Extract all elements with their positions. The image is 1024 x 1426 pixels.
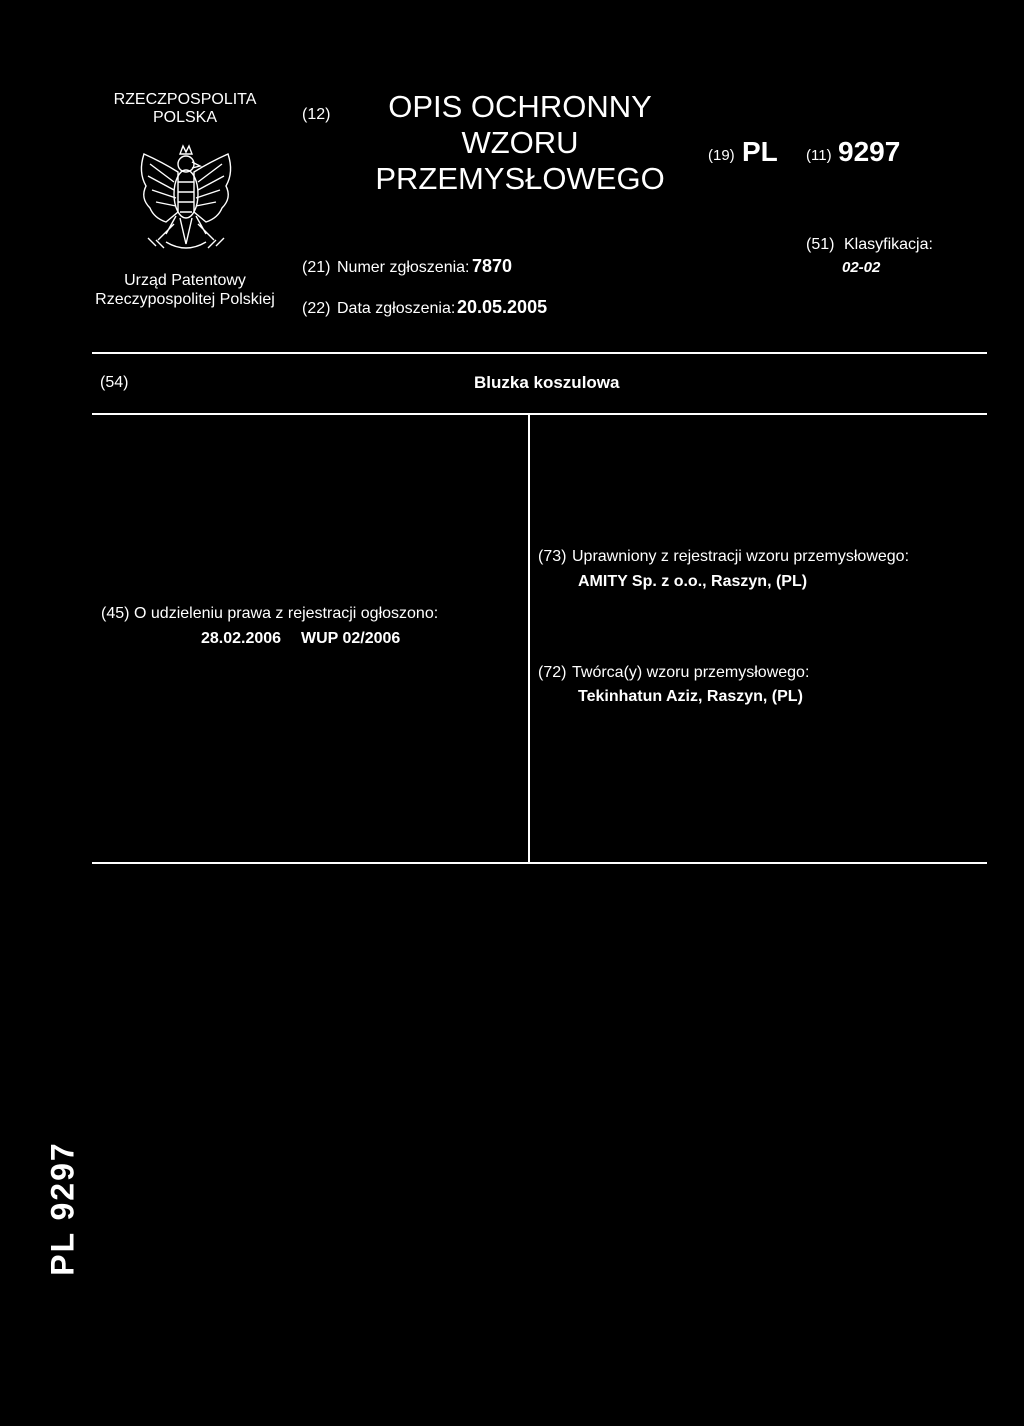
grant-notice-code: (45) bbox=[101, 605, 130, 622]
grant-notice-date: 28.02.2006 bbox=[201, 630, 282, 647]
filing-date-code: (22) bbox=[302, 300, 331, 317]
country-name-line1: RZECZPOSPOLITA bbox=[113, 91, 257, 108]
doc-type-line3: PRZEMYSŁOWEGO bbox=[375, 161, 665, 196]
country-name-line2: POLSKA bbox=[152, 109, 218, 126]
holder-value: AMITY Sp. z o.o., Raszyn, (PL) bbox=[578, 573, 808, 590]
patent-title: Bluzka koszulowa bbox=[474, 373, 620, 392]
creator-value: Tekinhatun Aziz, Raszyn, (PL) bbox=[578, 688, 803, 705]
application-number-label: Numer zgłoszenia: bbox=[337, 259, 470, 276]
office-name-line2: Rzeczypospolitej Polskiej bbox=[95, 291, 275, 308]
application-number-code: (21) bbox=[302, 259, 331, 276]
country-code-value: PL bbox=[742, 136, 778, 167]
rule-top bbox=[92, 352, 987, 354]
creator-code: (72) bbox=[538, 664, 567, 681]
country-code-code: (19) bbox=[708, 147, 735, 164]
title-code: (54) bbox=[100, 374, 129, 391]
application-number-value: 7870 bbox=[472, 256, 513, 276]
filing-date-label: Data zgłoszenia: bbox=[337, 300, 456, 317]
side-label: PL 9297 bbox=[44, 1141, 81, 1276]
doc-type-code: (12) bbox=[302, 106, 331, 123]
grant-notice-label: O udzieleniu prawa z rejestracji ogłoszono: bbox=[134, 605, 439, 622]
doc-type-line1: OPIS OCHRONNY bbox=[388, 89, 652, 124]
rule-bottom bbox=[92, 862, 987, 864]
grant-notice-bulletin: WUP 02/2006 bbox=[301, 630, 401, 647]
rule-title-bottom bbox=[92, 413, 987, 415]
classification-code: (51) bbox=[806, 236, 835, 253]
classification-value: 02-02 bbox=[842, 259, 881, 276]
eagle-emblem-icon bbox=[126, 142, 246, 254]
holder-label: Uprawniony z rejestracji wzoru przemysłowego: bbox=[572, 548, 910, 565]
classification-label: Klasyfikacja: bbox=[844, 236, 933, 253]
doc-type-line2: WZORU bbox=[461, 125, 579, 160]
column-divider bbox=[528, 413, 530, 864]
filing-date-value: 20.05.2005 bbox=[457, 297, 548, 317]
holder-code: (73) bbox=[538, 548, 567, 565]
office-name-line1: Urząd Patentowy bbox=[124, 272, 246, 289]
number-value: 9297 bbox=[838, 136, 901, 167]
creator-label: Twórca(y) wzoru przemysłowego: bbox=[572, 664, 810, 681]
number-code: (11) bbox=[806, 147, 832, 164]
